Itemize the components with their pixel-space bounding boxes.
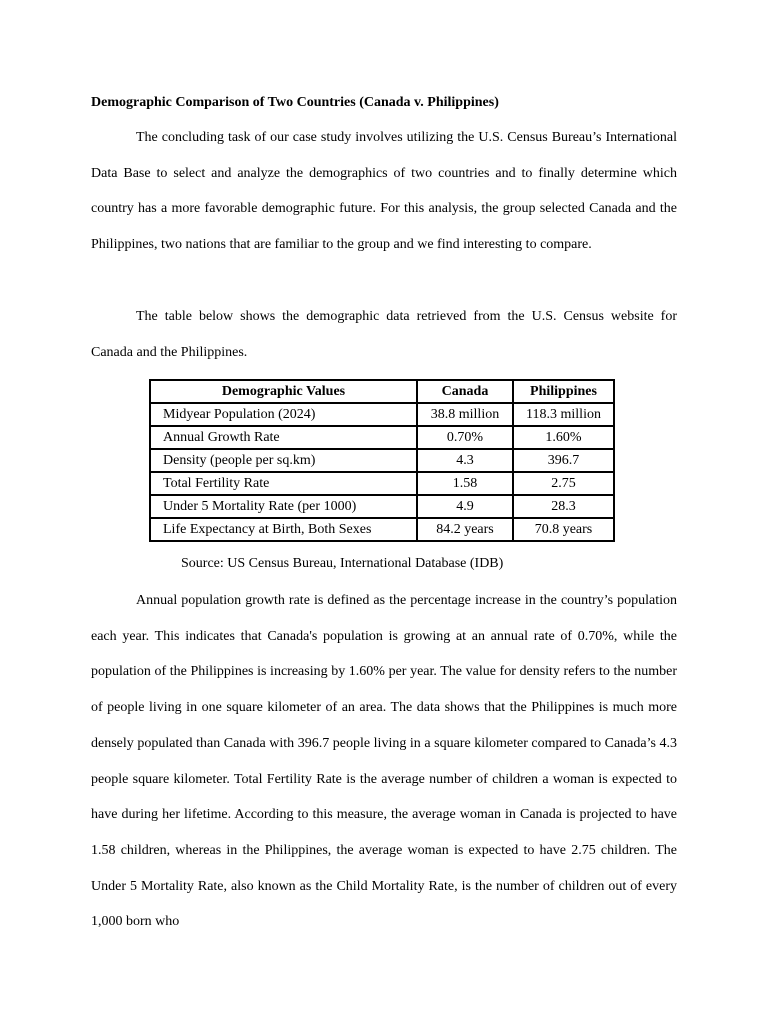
header-philippines: Philippines: [513, 380, 614, 403]
philippines-value: 396.7: [513, 449, 614, 472]
paragraph-table-intro: The table below shows the demographic data retrieved from the U.S. Census website for Canada and the Philippines.: [91, 309, 677, 360]
table-row: [150, 495, 614, 518]
canada-value: 4.3: [417, 449, 513, 472]
philippines-value: 70.8 years: [513, 518, 614, 541]
table-header-row: [150, 380, 614, 403]
document-heading: Demographic Comparison of Two Countries (Canada v. Philippines): [91, 95, 499, 110]
paragraph-intro: The concluding task of our case study involves utilizing the U.S. Census Bureau’s International Data Base to select and analyze the demographics of two countries and to finally determine which country has a more favorable demographic future. For this analysis, the group selected Canada and the Philippines, two nations that are familiar to the group and we find interesting to compare.: [91, 130, 677, 253]
table-source-caption: Source: US Census Bureau, International Database (IDB): [181, 556, 504, 571]
canada-value: 4.9: [417, 495, 513, 518]
canada-value: 1.58: [417, 472, 513, 495]
philippines-value: 2.75: [513, 472, 614, 495]
header-demographic-values: Demographic Values: [150, 380, 417, 403]
table-row: [150, 426, 614, 449]
philippines-value: 28.3: [513, 495, 614, 518]
philippines-value: 118.3 million: [513, 403, 614, 426]
row-label: Total Fertility Rate: [150, 472, 417, 495]
table-row: [150, 472, 614, 495]
row-label: Under 5 Mortality Rate (per 1000): [150, 495, 417, 518]
table-row: [150, 449, 614, 472]
row-label: Density (people per sq.km): [150, 449, 417, 472]
demographic-table: [149, 379, 615, 542]
canada-value: 0.70%: [417, 426, 513, 449]
header-canada: Canada: [417, 380, 513, 403]
paragraph-analysis: Annual population growth rate is defined as the percentage increase in the country’s population each year. This indicates that Canada's population is growing at an annual rate of 0.70%, while the population of the Philippines is increasing by 1.60% per year. The value for density refers to the number of people living in one square kilometer of an area. The data shows that the Philippines is much more densely populated than Canada with 396.7 people living in a square kilometer compared to Canada’s 4.3 people square kilometer. Total Fertility Rate is the average number of children a woman is expected to have during her lifetime. According to this measure, the average woman in Canada is projected to have 1.58 children, whereas in the Philippines, the average woman is expected to have 2.75 children. The Under 5 Mortality Rate, also known as the Child Mortality Rate, is the number of children out of every 1,000 born who: [91, 593, 677, 930]
canada-value: 84.2 years: [417, 518, 513, 541]
row-label: Annual Growth Rate: [150, 426, 417, 449]
table-row: [150, 518, 614, 541]
canada-value: 38.8 million: [417, 403, 513, 426]
row-label: Midyear Population (2024): [150, 403, 417, 426]
philippines-value: 1.60%: [513, 426, 614, 449]
table-row: [150, 403, 614, 426]
row-label: Life Expectancy at Birth, Both Sexes: [150, 518, 417, 541]
